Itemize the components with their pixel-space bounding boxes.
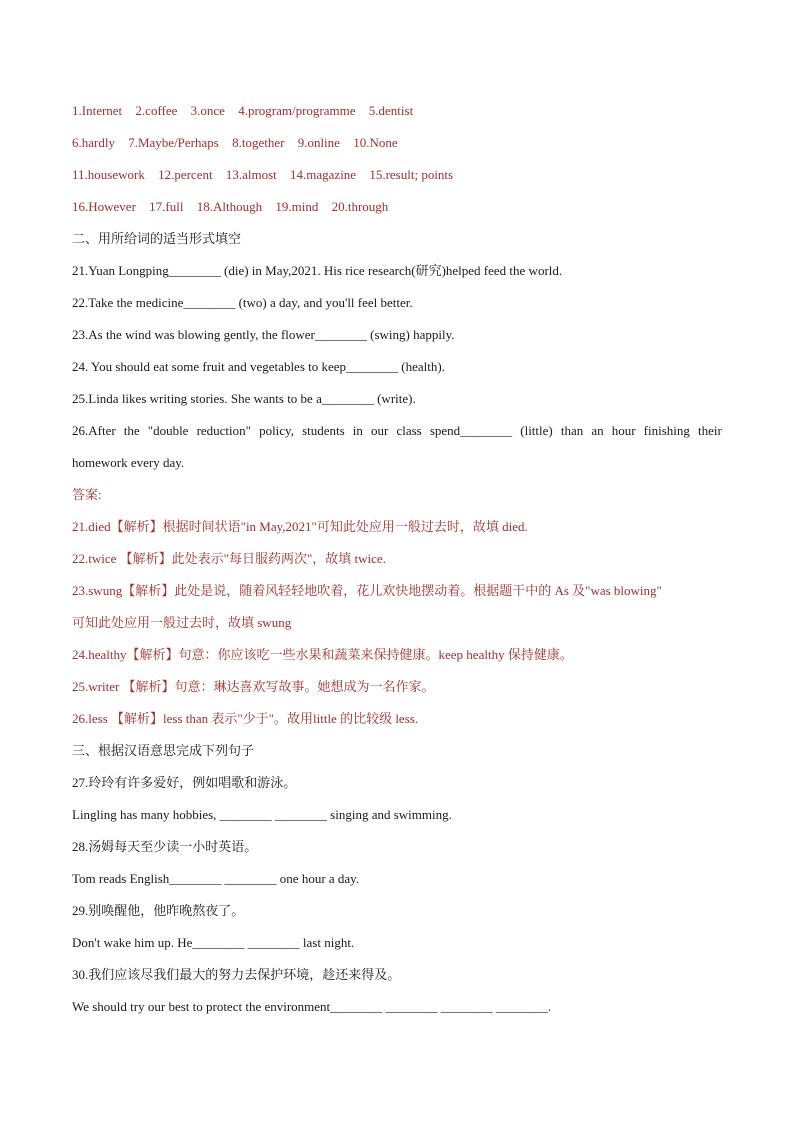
answer-item: 17.full [149,199,184,214]
word: than [560,423,584,438]
question-30-english: We should try our best to protect the environment________ ________ ________ ________. [72,999,552,1014]
answer-item: 16.However [72,199,136,214]
question-22: 22.Take the medicine________ (two) a day, and you'll feel better. [72,295,413,310]
question-29-english: Don't wake him up. He________ ________ last night. [72,935,355,950]
question-21: 21.Yuan Longping________ (die) in May,2021. His rice research(研究)helped feed the world. [72,263,563,278]
word: students [302,423,345,438]
question-28-chinese: 28.汤姆每天至少读一小时英语。 [72,839,258,854]
answer-26: 26.less 【解析】less than 表示"少于"。故用little 的比较级 less. [72,711,419,726]
word: policy, [259,423,294,438]
answer-23-line-1: 23.swung【解析】此处是说，随着风轻轻地吹着，花儿欢快地摆动着。根据题干中的 As 及"was blowing" [72,583,662,598]
answer-item: 15.result; points [369,167,454,182]
answer-item: 20.through [331,199,389,214]
section-2-heading: 二、用所给词的适当形式填空 [72,231,242,246]
document-page [72,98,722,1026]
word: "double [147,423,189,438]
answer-item: 4.program/programme [238,103,356,118]
word: reduction" [196,423,251,438]
answer-item: 6.hardly [72,135,115,150]
answer-item: 11.housework [72,167,145,182]
word: class [396,423,422,438]
question-27-chinese: 27.玲玲有许多爱好，例如唱歌和游泳。 [72,775,297,790]
question-26-line-1 [72,418,722,450]
question-25: 25.Linda likes writing stories. She wants to be a________ (write). [72,391,416,406]
word: (little) [520,423,553,438]
answer-row-2 [72,130,722,162]
answer-item: 7.Maybe/Perhaps [128,135,219,150]
word: hour [611,423,636,438]
question-30-chinese: 30.我们应该尽我们最大的努力去保护环境，趁还来得及。 [72,967,401,982]
question-27-english: Lingling has many hobbies, ________ ________ singing and swimming. [72,807,452,822]
answer-row-3 [72,162,722,194]
answer-row-4 [72,194,722,226]
answer-item: 8.together [232,135,285,150]
word: our [371,423,389,438]
answer-item: 18.Although [196,199,263,214]
question-23: 23.As the wind was blowing gently, the flower________ (swing) happily. [72,327,455,342]
answer-item: 19.mind [275,199,319,214]
answer-item: 12.percent [158,167,213,182]
word: 26.After [72,423,116,438]
answer-item: 2.coffee [135,103,178,118]
question-24: 24. You should eat some fruit and vegetables to keep________ (health). [72,359,445,374]
answer-item: 5.dentist [368,103,414,118]
answer-item: 1.Internet [72,103,123,118]
word: their [697,423,722,438]
answer-item: 10.None [353,135,398,150]
word: the [123,423,140,438]
answer-21: 21.died【解析】根据时间状语"in May,2021"可知此处应用一般过去时，故填 died. [72,519,528,534]
answer-item: 9.online [297,135,340,150]
answer-23-line-2: 可知此处应用一般过去时，故填 swung [72,615,292,630]
word: an [591,423,604,438]
answer-item: 3.once [190,103,225,118]
answer-label: 答案: [72,487,102,502]
question-26-line-2: homework every day. [72,455,185,470]
answer-22: 22.twice 【解析】此处表示"每日服药两次"，故填 twice. [72,551,386,566]
answer-item: 13.almost [225,167,277,182]
section-3-heading: 三、根据汉语意思完成下列句子 [72,743,255,758]
word: spend________ [429,423,513,438]
question-28-english: Tom reads English________ ________ one hour a day. [72,871,360,886]
answer-row-1 [72,98,722,130]
word: finishing [643,423,690,438]
answer-24: 24.healthy【解析】句意：你应该吃一些水果和蔬菜来保持健康。keep healthy 保持健康。 [72,647,573,662]
answer-item: 14.magazine [290,167,357,182]
word: in [352,423,363,438]
answer-25: 25.writer 【解析】句意：琳达喜欢写故事。她想成为一名作家。 [72,679,435,694]
question-29-chinese: 29.别唤醒他，他昨晚熬夜了。 [72,903,245,918]
